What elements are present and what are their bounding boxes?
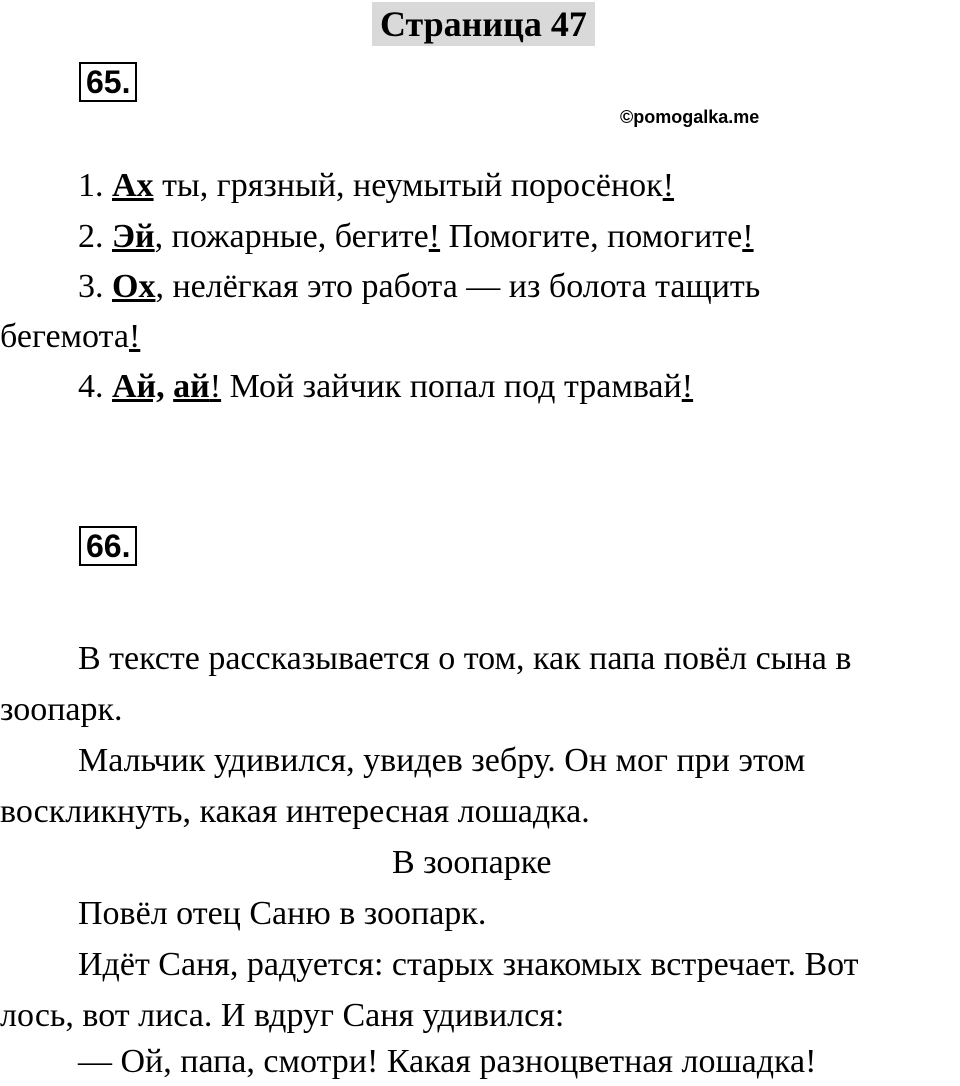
story-title: В зоопарке — [392, 844, 552, 881]
interjection: Ах — [112, 167, 154, 204]
story-sentence-1: Повёл отец Саню в зоопарк. — [78, 895, 487, 932]
task65-item-3-continued — [0, 315, 960, 359]
story-sentence-3: — Ой, папа, смотри! Какая разноцветная лошадка! — [78, 1043, 817, 1080]
interjection: Эй — [112, 218, 155, 255]
page-title: Страница 47 — [372, 2, 595, 46]
item-number: 4. — [78, 368, 104, 405]
item-number: 2. — [78, 218, 104, 255]
sentence-text: ты, грязный, неумытый поросёнок — [153, 167, 663, 204]
exclamation-mark: ! — [128, 318, 141, 355]
exclamation-mark: ! — [209, 368, 222, 405]
task65-item-3 — [0, 265, 960, 309]
sentence-text: бегемота — [0, 318, 129, 355]
story-sentence-2-line-1: Идёт Саня, радуется: старых знакомых встречает. Вот — [78, 946, 859, 983]
interjection: Ох — [112, 268, 156, 305]
story-sentence-2-line-2: лось, вот лиса. И вдруг Саня удивился: — [0, 997, 565, 1034]
task66-paragraph-2-line-1: Мальчик удивился, увидев зебру. Он мог при этом — [78, 742, 806, 779]
item-number: 1. — [78, 167, 104, 204]
item-number: 3. — [78, 268, 104, 305]
task66-paragraph-2-line-2: воскликнуть, какая интересная лошадка. — [0, 793, 590, 830]
exclamation-mark: ! — [428, 218, 441, 255]
interjection: Ай, — [112, 368, 165, 405]
task66-paragraph-1-line-2: зоопарк. — [0, 691, 123, 728]
task65-item-2 — [0, 215, 960, 259]
task-number-66-value: 66 — [86, 528, 122, 564]
task-number-66: 66. — [79, 526, 137, 566]
task66-paragraph-1-line-1: В тексте рассказывается о том, как папа повёл сына в — [78, 640, 852, 677]
task-number-65: 65. — [79, 62, 137, 102]
exclamation-mark: ! — [742, 218, 754, 255]
sentence-text: Помогите, помогите — [440, 218, 743, 255]
sentence-text: , нелёгкая это работа — из болота тащить — [155, 268, 761, 305]
exclamation-mark: ! — [681, 368, 694, 405]
interjection: ай — [173, 368, 210, 405]
task65-item-4 — [0, 365, 960, 409]
sentence-text: Мой зайчик попал под трамвай — [221, 368, 682, 405]
exclamation-mark: ! — [662, 167, 675, 204]
task-number-65-value: 65 — [86, 64, 122, 100]
task65-item-1 — [0, 164, 960, 208]
sentence-text: , пожарные, бегите — [154, 218, 429, 255]
watermark: ©pomogalka.me — [620, 107, 760, 127]
